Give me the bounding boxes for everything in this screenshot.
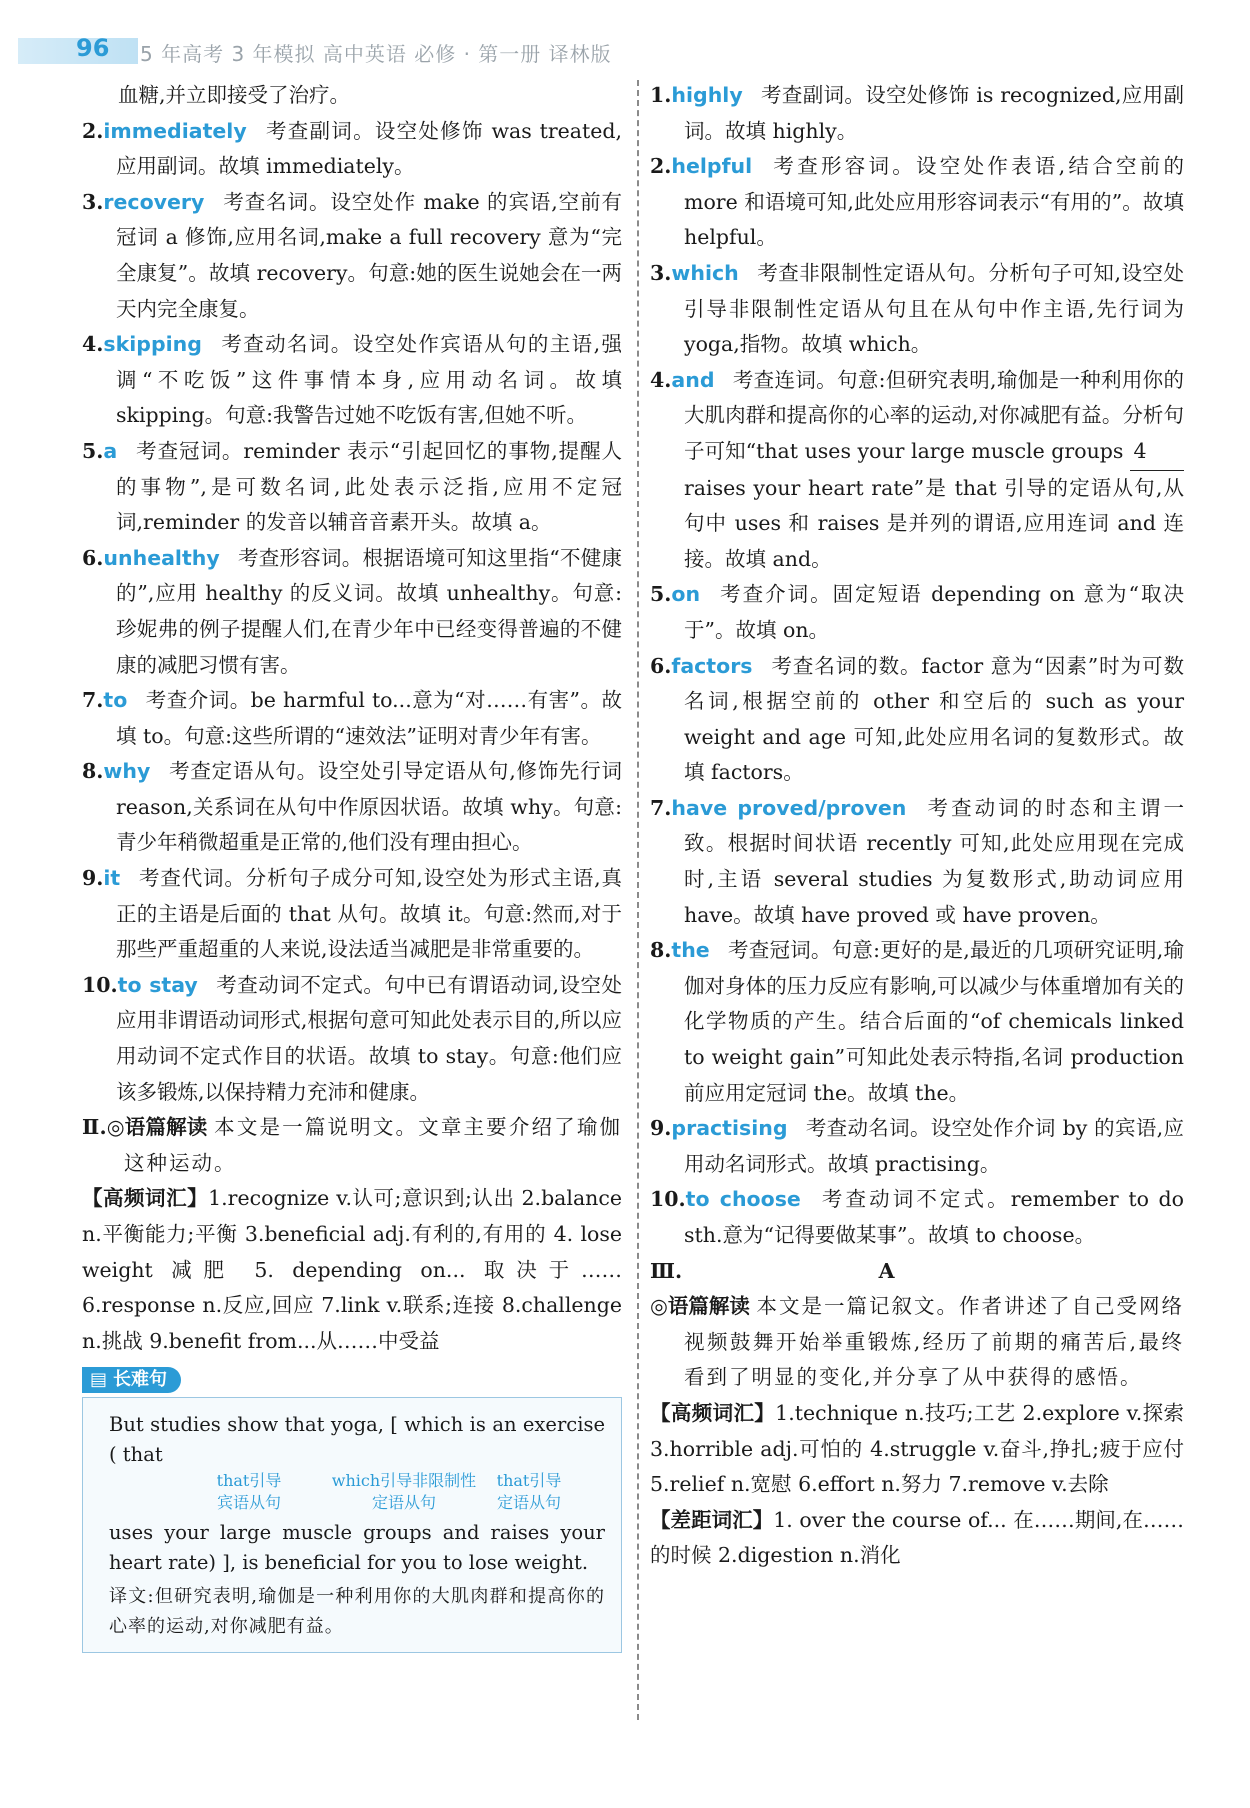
answer-explanation: 考查非限制性定语从句。分析句子可知,设空处引导非限制性定语从句且在从句中作主语,先行词为 yoga,指物。故填 which。 bbox=[684, 260, 1184, 357]
page-header bbox=[0, 28, 1250, 72]
answer-number: 10. bbox=[82, 972, 118, 997]
section-2-summary: 本文是一篇说明文。文章主要介绍了瑜伽这种运动。 bbox=[124, 1115, 622, 1175]
book-title: 5 年高考 3 年模拟 高中英语 必修 · 第一册 译林版 bbox=[140, 42, 612, 66]
answer-item bbox=[82, 968, 622, 1110]
answer-number: 5. bbox=[82, 438, 104, 463]
answer-word: it bbox=[103, 866, 121, 891]
answer-explanation: 考查动词的时态和主谓一致。根据时间状语 recently 可知,此处应用现在完成时,主语 several studies 为复数形式,助动词应用 have。故填 have proved 或 have proven。 bbox=[684, 795, 1185, 927]
answer-number: 6. bbox=[82, 545, 104, 570]
answer-number: 7. bbox=[82, 688, 104, 713]
answer-word: to choose bbox=[685, 1187, 801, 1212]
mark-that-object: that引导宾语从句 bbox=[216, 1470, 282, 1512]
answer-item bbox=[650, 1111, 1184, 1182]
answer-number: 3. bbox=[82, 189, 104, 214]
answer-item bbox=[650, 649, 1184, 791]
section-3-heading-row bbox=[650, 1254, 1184, 1290]
answer-word: factors bbox=[671, 653, 753, 678]
answer-number: 6. bbox=[650, 653, 672, 678]
vocab-heading: 【高频词汇】 bbox=[82, 1186, 209, 1211]
blank-marker: 4 bbox=[1130, 434, 1184, 471]
long-sentence-label: ▤ 长难句 bbox=[82, 1367, 181, 1393]
answer-explanation: 考查名词。设空处作 make 的宾语,空前有冠词 a 修饰,应用名词,make a full recovery 意为“完全康复”。故填 recovery。句意:她的医生说她会在一两天内完全康复。 bbox=[116, 189, 622, 321]
answer-explanation: 考查介词。固定短语 depending on 意为“取决于”。故填 on。 bbox=[684, 582, 1184, 642]
answer-explanation: 考查副词。设空处修饰 is recognized,应用副词。故填 highly。 bbox=[684, 83, 1184, 143]
answer-word: why bbox=[103, 759, 151, 784]
sentence-translation: 译文:但研究表明,瑜伽是一种利用你的大肌肉群和提高你的心率的运动,对你减肥有益。 bbox=[109, 1585, 605, 1637]
section-3-passage-label: A bbox=[878, 1258, 895, 1283]
right-column bbox=[650, 78, 1184, 1574]
answer-item bbox=[650, 149, 1184, 256]
section-3-reading bbox=[650, 1289, 1184, 1396]
answer-item bbox=[650, 256, 1184, 363]
answer-item bbox=[82, 754, 622, 861]
vocab-gap-heading: 【差距词汇】 bbox=[650, 1507, 774, 1532]
answer-number: 4. bbox=[82, 332, 104, 357]
answer-explanation: 考查动名词。设空处作介词 by 的宾语,应用动名词形式。故填 practising。 bbox=[684, 1116, 1184, 1176]
answer-explanation: 考查副词。设空处修饰 was treated,应用副词。故填 immediately。 bbox=[116, 118, 622, 179]
mark-which-clause: which引导非限制性定语从句 bbox=[331, 1470, 477, 1512]
vocab-list-3: 1.technique n.技巧;工艺 2.explore v.探索 3.horrible adj.可怕的 4.struggle v.奋斗,挣扎;疲于应付 5.relief n.宽慰 6.effort n.努力 7.remove v.去除 bbox=[650, 1400, 1185, 1497]
answer-word: the bbox=[671, 938, 710, 963]
answer-explanation: 考查定语从句。设空处引导定语从句,修饰先行词 reason,关系词在从句中作原因状语。故填 why。句意:青少年稍微超重是正常的,他们没有理由担心。 bbox=[116, 759, 622, 855]
long-sentence-block bbox=[82, 1361, 622, 1653]
answer-item bbox=[82, 327, 622, 434]
answer-number: 2. bbox=[82, 118, 104, 143]
answer-number: 9. bbox=[82, 866, 104, 891]
answer-explanation-cont: raises your heart rate”是 that 引导的定语从句,从句中 uses 和 raises 是并列的谓语,应用连词 and 连接。故填 and。 bbox=[684, 475, 1184, 571]
answer-item bbox=[650, 1182, 1184, 1253]
vocab-gap-list: 1. over the course of... 在……期间,在……的时候 2.digestion n.消化 bbox=[650, 1507, 1185, 1568]
column-divider bbox=[637, 80, 639, 1720]
answer-word: practising bbox=[671, 1116, 788, 1141]
vocab-gap bbox=[650, 1503, 1184, 1574]
answer-explanation: 考查动名词。设空处作宾语从句的主语,强调“不吃饭”这件事情本身,应用动名词。故填 skipping。句意:我警告过她不吃饭有害,但她不听。 bbox=[116, 332, 622, 428]
answer-number: 4. bbox=[650, 367, 672, 392]
vocab-high-frequency-3 bbox=[650, 1396, 1184, 1503]
answer-explanation: 考查形容词。设空处作表语,结合空前的 more 和语境可知,此处应用形容词表示“有用的”。故填 helpful。 bbox=[684, 154, 1184, 250]
answer-number: 7. bbox=[650, 795, 672, 820]
answer-explanation: 考查名词的数。factor 意为“因素”时为可数名词,根据空前的 other 和空后的 such as your weight and age 可知,此处应用名词的复数形式。故填 factors。 bbox=[684, 653, 1184, 785]
answer-item bbox=[650, 791, 1184, 933]
answer-word: on bbox=[671, 582, 701, 607]
answer-number: 8. bbox=[82, 759, 104, 784]
answer-number: 3. bbox=[650, 260, 672, 285]
answer-item bbox=[82, 114, 622, 185]
mark-that-attributive: that引导定语从句 bbox=[496, 1470, 562, 1512]
vocab-heading-3: 【高频词汇】 bbox=[650, 1400, 776, 1425]
sentence-line-2: uses your large muscle groups and raises your heart rate) ], is beneficial for you to lose weight. bbox=[109, 1520, 605, 1574]
answer-item bbox=[82, 683, 622, 754]
answer-explanation: 考查冠词。reminder 表示“引起回忆的事物,提醒人的事物”,是可数名词,此处表示泛指,应用不定冠词,reminder 的发音以辅音音素开头。故填 a。 bbox=[116, 438, 622, 535]
continued-text: 血糖,并立即接受了治疗。 bbox=[118, 83, 351, 107]
answer-word: recovery bbox=[103, 189, 205, 214]
page-number: 96 bbox=[76, 34, 110, 62]
answer-number: 1. bbox=[650, 83, 672, 107]
section-3-reading-head: ◎语篇解读 bbox=[650, 1294, 750, 1319]
answer-item bbox=[650, 577, 1184, 648]
answer-word: a bbox=[103, 438, 118, 463]
answer-item bbox=[650, 933, 1184, 1111]
answer-word: unhealthy bbox=[103, 545, 220, 570]
answer-explanation: 考查动词不定式。句中已有谓语动词,设空处应用非谓语动词形式,根据句意可知此处表示目的,所以应用动词不定式作目的状语。故填 to stay。句意:他们应该多锻炼,以保持精力充沛和健康。 bbox=[116, 972, 623, 1104]
vocab-high-frequency bbox=[82, 1181, 622, 1359]
section-2-heading: Ⅱ.◎语篇解读 bbox=[82, 1115, 208, 1140]
answer-number: 9. bbox=[650, 1116, 672, 1141]
answer-word: to bbox=[103, 688, 128, 713]
answer-word: skipping bbox=[103, 332, 202, 357]
answer-word: to stay bbox=[117, 972, 198, 997]
answer-word: and bbox=[671, 367, 715, 392]
answer-item bbox=[650, 363, 1184, 578]
left-column bbox=[82, 78, 622, 1653]
book-icon: ▤ bbox=[90, 1369, 108, 1391]
grammar-marks bbox=[109, 1470, 605, 1518]
answer-word: helpful bbox=[671, 154, 753, 179]
answer-number: 8. bbox=[650, 938, 672, 963]
sentence-line-1: But studies show that yoga, [ which is an exercise ( that bbox=[109, 1412, 605, 1466]
answer-item bbox=[82, 434, 622, 541]
section-3-heading: Ⅲ. bbox=[650, 1258, 683, 1283]
section-2-reading bbox=[82, 1110, 622, 1181]
answer-explanation: 考查冠词。句意:更好的是,最近的几项研究证明,瑜伽对身体的压力反应有影响,可以减少与体重增加有关的化学物质的产生。结合后面的“of chemicals linked to weight gain”可知此处表示特指,名词 production 前应用定冠词 the。故填 the。 bbox=[684, 938, 1184, 1105]
answer-item bbox=[650, 78, 1184, 149]
answer-item bbox=[82, 861, 622, 968]
answer-number: 5. bbox=[650, 582, 672, 607]
answer-explanation: 考查连词。句意:但研究表明,瑜伽是一种利用你的大肌肉群和提高你的心率的运动,对你减肥有益。分析句子可知“that uses your large muscle groups bbox=[684, 367, 1184, 463]
answer-number: 2. bbox=[650, 154, 672, 179]
answer-explanation: 考查介词。be harmful to...意为“对……有害”。故填 to。句意:这些所谓的“速效法”证明对青少年有害。 bbox=[116, 688, 622, 748]
answer-word: have proved/proven bbox=[671, 795, 907, 820]
answer-word: highly bbox=[671, 83, 743, 107]
answer-explanation: 考查形容词。根据语境可知这里指“不健康的”,应用 healthy 的反义词。故填 unhealthy。句意:珍妮弗的例子提醒人们,在青少年中已经变得普遍的不健康的减肥习惯有害。 bbox=[116, 545, 622, 677]
section-3-summary: 本文是一篇记叙文。作者讲述了自己受网络视频鼓舞开始举重锻炼,经历了前期的痛苦后,最终看到了明显的变化,并分享了从中获得的感悟。 bbox=[684, 1294, 1184, 1390]
answer-explanation: 考查动词不定式。remember to do sth.意为“记得要做某事”。故填 to choose。 bbox=[684, 1187, 1184, 1247]
answer-item bbox=[82, 541, 622, 683]
answer-number: 10. bbox=[650, 1187, 686, 1212]
answer-word: immediately bbox=[103, 118, 247, 143]
answer-word: which bbox=[671, 260, 739, 285]
long-sentence-box bbox=[82, 1397, 622, 1653]
answer-item bbox=[82, 185, 622, 327]
vocab-list: 1.recognize v.认可;意识到;认出 2.balance n.平衡能力;平衡 3.beneficial adj.有利的,有用的 4. lose weight 减肥 5. depending on... 取决于…… 6.response n.反应,回应 7.link v.联系;连接 8.challenge n.挑战 9.benefit from...从……中受益 bbox=[82, 1186, 623, 1353]
answer-explanation: 考查代词。分析句子成分可知,设空处为形式主语,真正的主语是后面的 that 从句。故填 it。句意:然而,对于那些严重超重的人来说,设法适当减肥是非常重要的。 bbox=[116, 866, 622, 962]
